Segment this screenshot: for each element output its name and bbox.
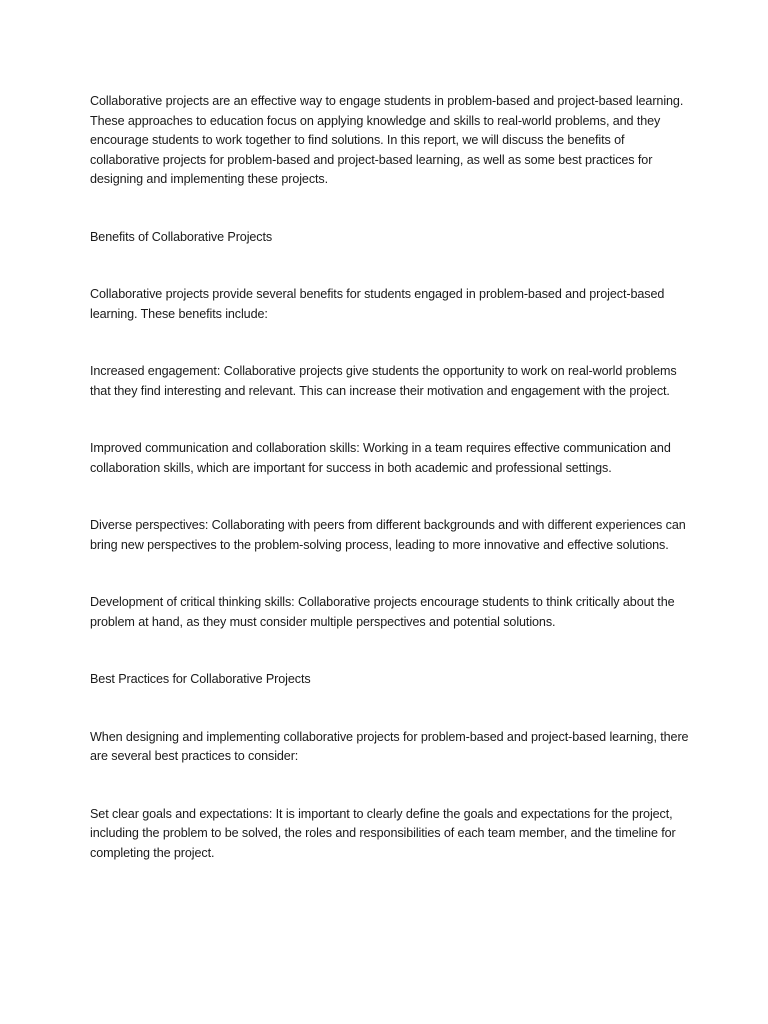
benefit-engagement-paragraph: Increased engagement: Collaborative projects give students the opportunity to work on real-world problems that they find interesting and relevant. This can increase their motivation and engagement with the project. [90, 364, 677, 398]
benefit-communication-paragraph: Improved communication and collaboration skills: Working in a team requires effective communication and collaboration skills, which are important for success in both academic and professional settings. [90, 441, 671, 475]
benefits-heading: Benefits of Collaborative Projects [90, 229, 273, 244]
benefit-perspectives-paragraph: Diverse perspectives: Collaborating with peers from different backgrounds and with different experiences can bring new perspectives to the problem-solving process, leading to more innovative and effective solutions. [90, 518, 686, 552]
benefits-intro-paragraph: Collaborative projects provide several benefits for students engaged in problem-based and project-based learning. These benefits include: [90, 287, 665, 321]
practices-intro-paragraph: When designing and implementing collaborative projects for problem-based and project-based learning, there are several best practices to consider: [90, 729, 689, 763]
practice-goals-paragraph: Set clear goals and expectations: It is important to clearly define the goals and expectations for the project, including the problem to be solved, the roles and responsibilities of each team member, and the timeline for completing the project. [90, 806, 676, 860]
benefit-critical-thinking-paragraph: Development of critical thinking skills: Collaborative projects encourage students to think critically about the problem at hand, as they must consider multiple perspectives and potential solutions. [90, 595, 675, 629]
intro-paragraph: Collaborative projects are an effective way to engage students in problem-based and project-based learning. These approaches to education focus on applying knowledge and skills to real-world problems, and they encourage students to work together to find solutions. In this report, we will discuss the benefits of collaborative projects for problem-based and project-based learning, as well as some best practices for designing and implementing these projects. [90, 94, 684, 186]
practices-heading: Best Practices for Collaborative Projects [90, 672, 311, 686]
document-page [90, 92, 690, 863]
